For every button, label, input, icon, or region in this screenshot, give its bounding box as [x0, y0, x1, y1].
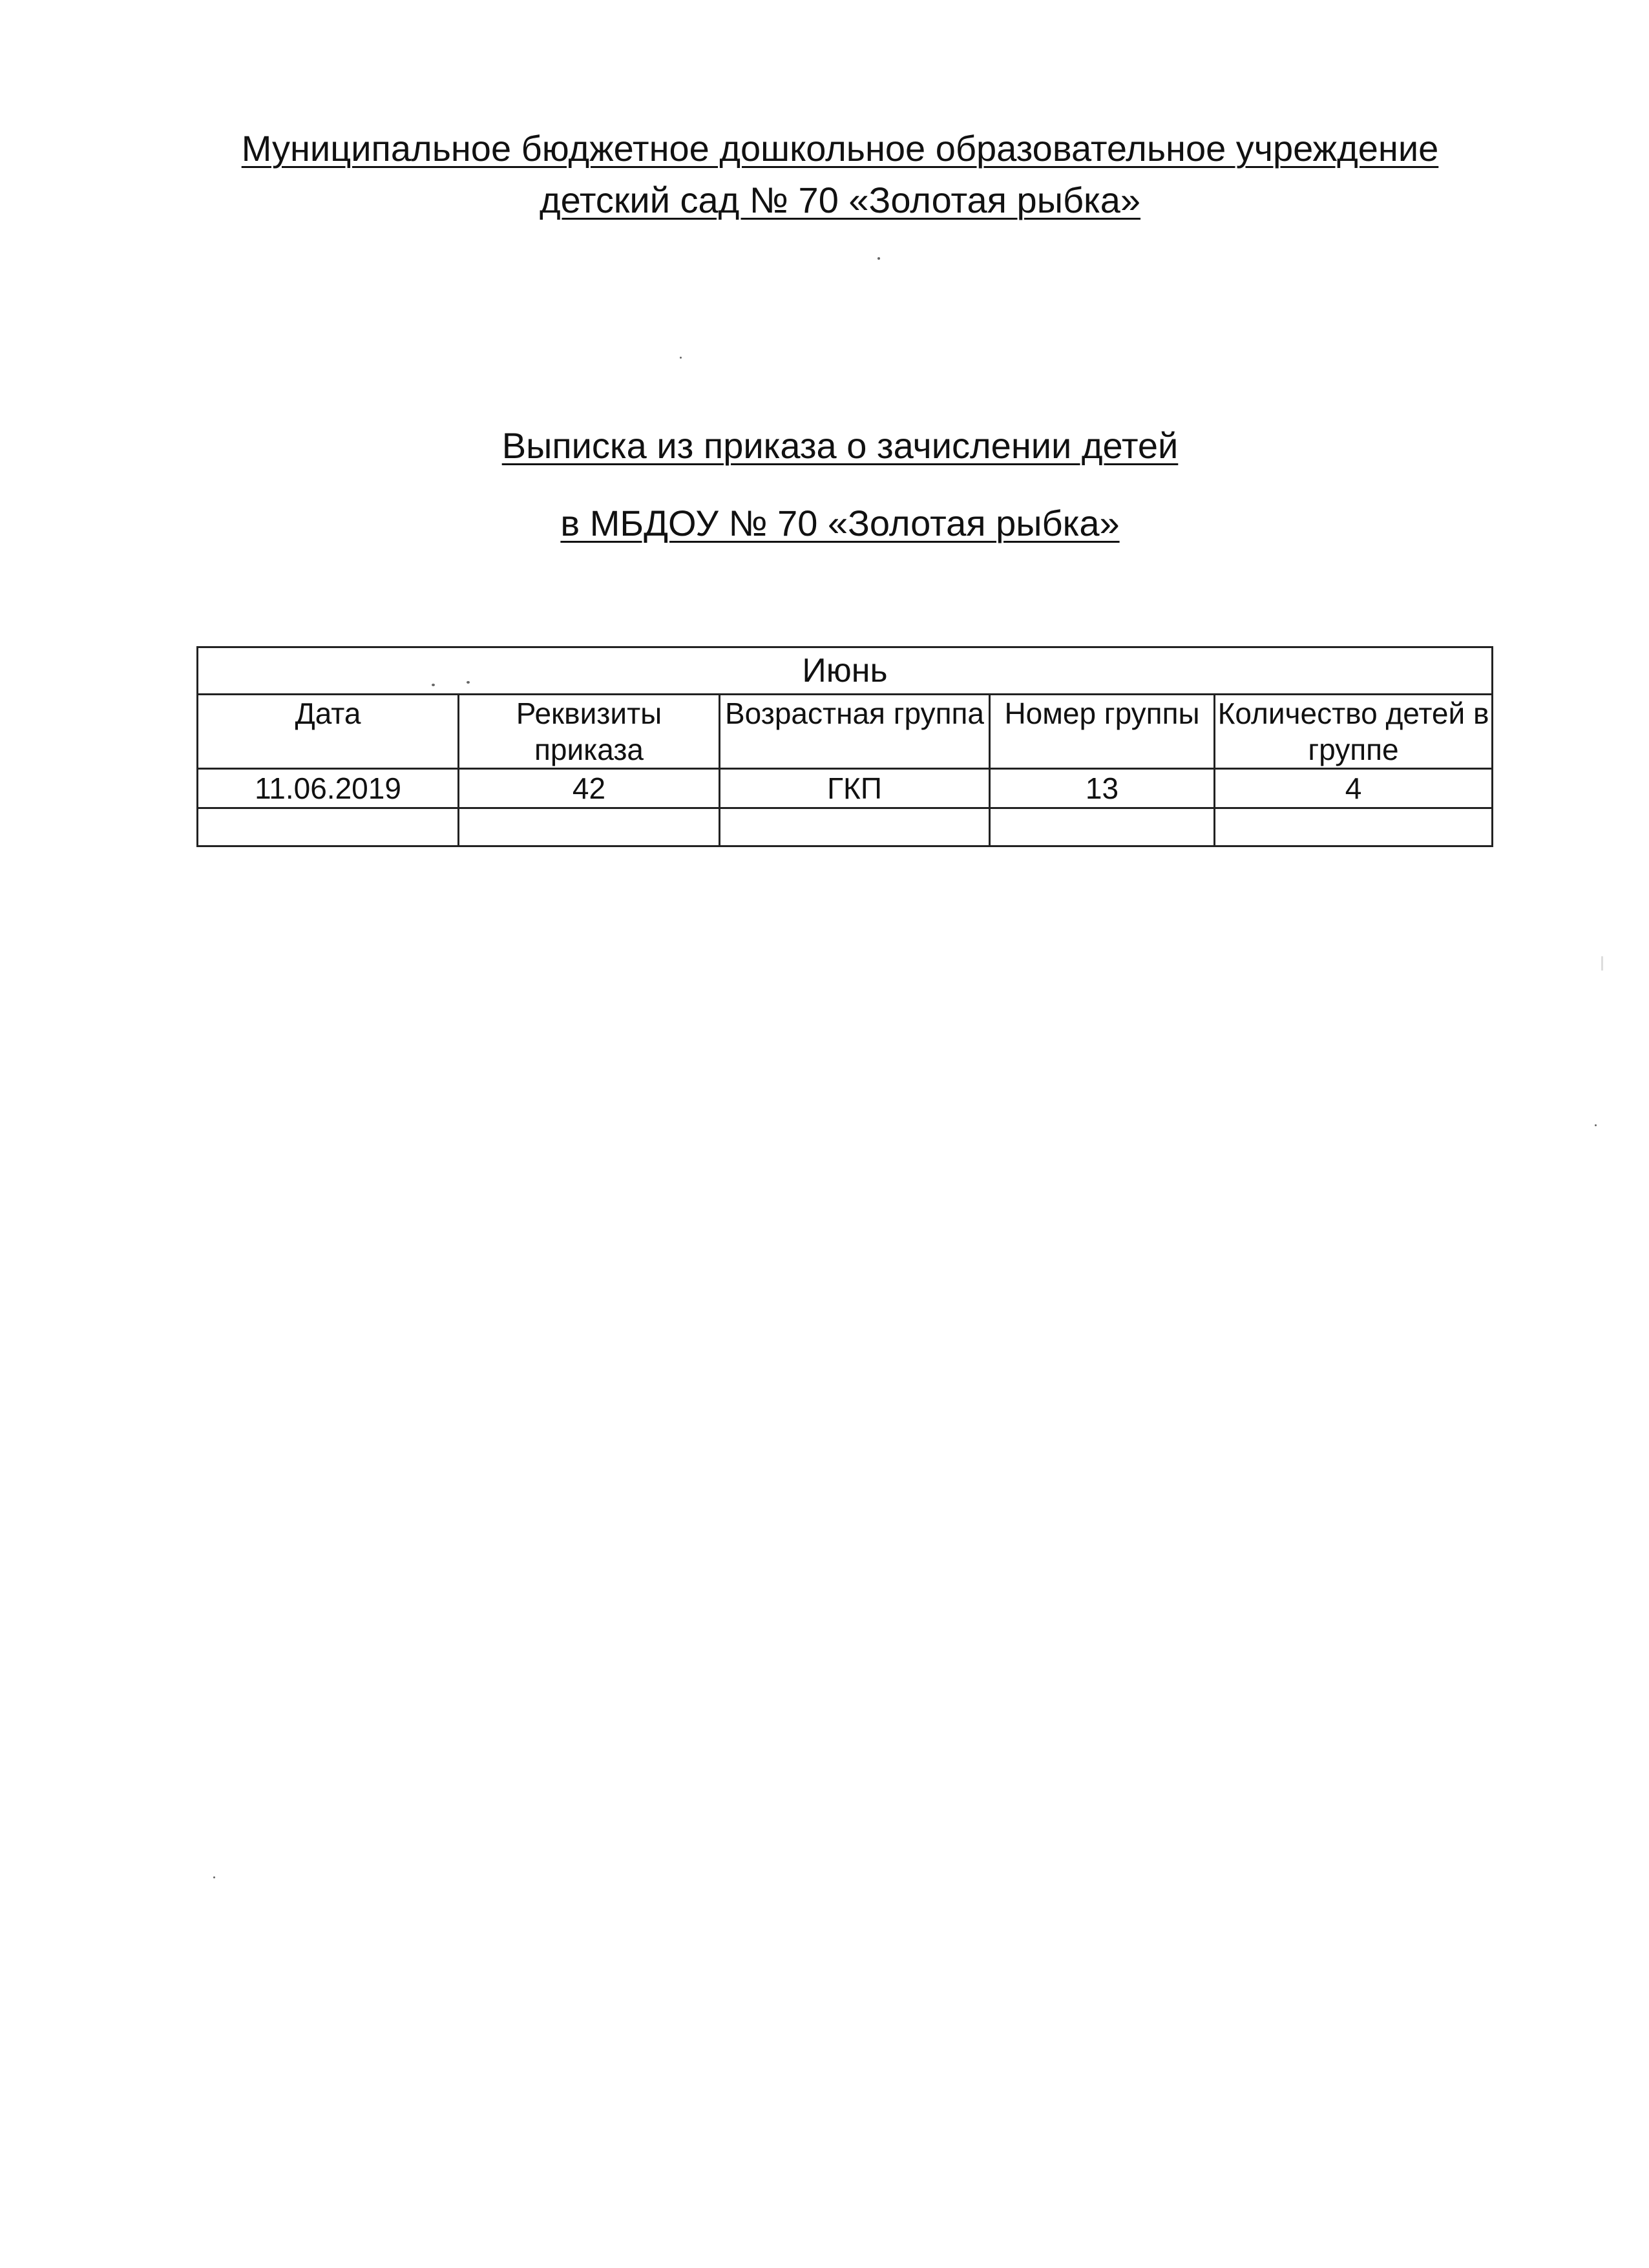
- scan-speck: [1595, 1124, 1597, 1126]
- organization-name-line2: детский сад № 70 «Золотая рыбка»: [539, 180, 1141, 220]
- cell-date: 11.06.2019: [198, 769, 459, 808]
- cell-group-number: [990, 808, 1215, 846]
- cell-age-group: ГКП: [720, 769, 990, 808]
- enrollment-table: [196, 646, 1493, 847]
- cell-order-details: 42: [459, 769, 720, 808]
- cell-children-count: [1215, 808, 1493, 846]
- table-row: [198, 769, 1493, 808]
- cell-order-details: [459, 808, 720, 846]
- column-header-date: Дата: [198, 695, 459, 769]
- cell-children-count: 4: [1215, 769, 1493, 808]
- document-title-line1: Выписка из приказа о зачислении детей: [501, 425, 1179, 466]
- cell-group-number: 13: [990, 769, 1215, 808]
- document-title-line2: в МБДОУ № 70 «Золотая рыбка»: [560, 503, 1120, 543]
- column-header-group-number: Номер группы: [990, 695, 1215, 769]
- scan-speck: [680, 357, 682, 359]
- organization-header: [129, 123, 1551, 226]
- scan-speck: [877, 257, 880, 260]
- column-header-order-details: Реквизиты приказа: [459, 695, 720, 769]
- scan-speck: [1601, 956, 1603, 971]
- column-header-row: [198, 695, 1493, 769]
- scan-speck: [467, 681, 470, 684]
- month-header: Июнь: [198, 647, 1493, 695]
- document-title: [129, 407, 1551, 562]
- table-row: [198, 808, 1493, 846]
- column-header-children-count: Количество детей в группе: [1215, 695, 1493, 769]
- cell-date: [198, 808, 459, 846]
- organization-name-line1: Муниципальное бюджетное дошкольное образовательное учреждение: [241, 128, 1439, 169]
- cell-age-group: [720, 808, 990, 846]
- scan-speck: [432, 684, 435, 686]
- scan-speck: [213, 1876, 215, 1878]
- month-row: [198, 647, 1493, 695]
- column-header-age-group: Возрастная группа: [720, 695, 990, 769]
